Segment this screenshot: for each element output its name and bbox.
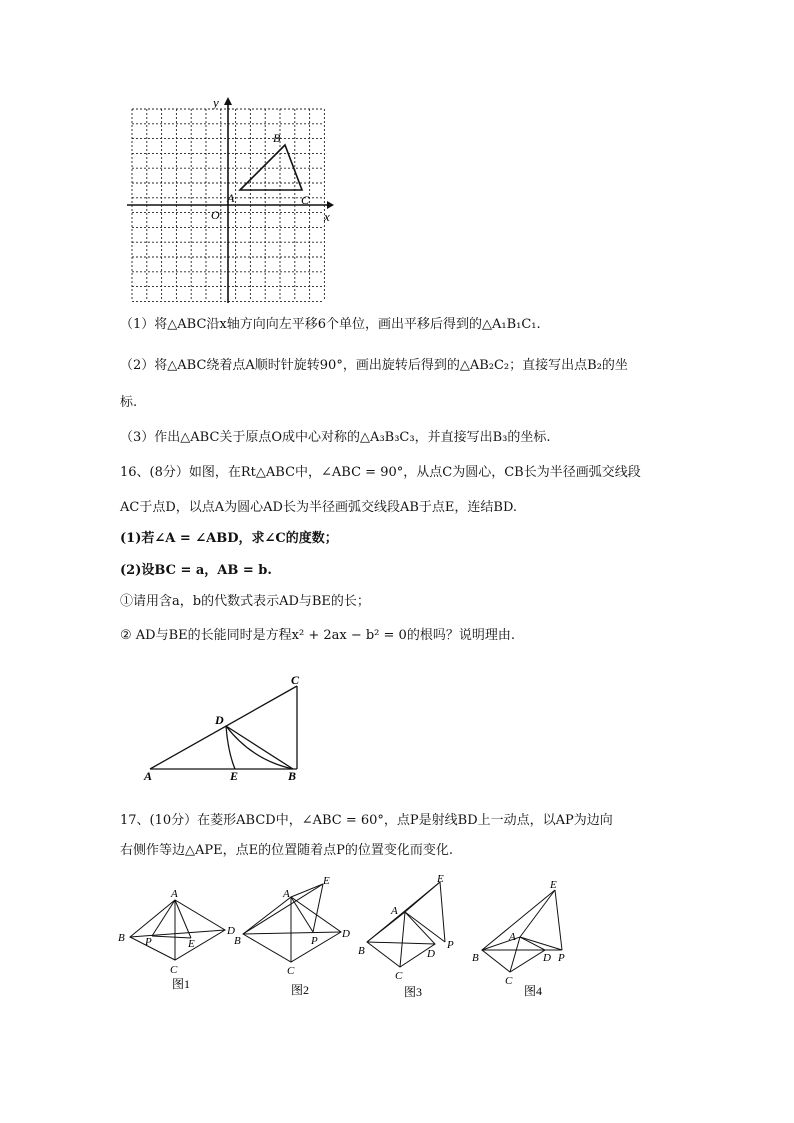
q16-label-c: C	[291, 673, 300, 687]
q17-figure-2	[233, 872, 358, 1002]
fig4-label-d: D	[543, 952, 551, 964]
fig3-label-b: B	[358, 945, 365, 957]
q16-label-b: B	[288, 769, 297, 783]
fig3-label-e: E	[437, 873, 444, 885]
fig3-label-a: A	[391, 905, 398, 917]
q16-sub2-item1: ①请用含a，b的代数式表示AD与BE的长；	[120, 594, 370, 609]
q17-stem-line2: 右侧作等边△APE，点E的位置随着点P的位置变化而变化.	[120, 843, 453, 858]
axis-x-label: x	[324, 209, 330, 224]
q16-label-a: A	[144, 769, 153, 783]
fig2-label-c: C	[287, 965, 295, 977]
fig3-label-p: P	[447, 939, 454, 951]
q15-part1: （1）将△ABC沿x轴方向向左平移6个单位，画出平移后得到的△A₁B₁C₁.	[120, 317, 541, 332]
point-b-label: B	[273, 131, 281, 145]
q16-stem-line1: 16、(8分）如图，在Rt△ABC中，∠ABC = 90°，从点C为圆心，CB长为半径画弧交线段	[120, 465, 641, 480]
fig1-label-d: D	[227, 925, 235, 937]
q17-figure-4	[470, 872, 590, 1002]
fig1-label-b: B	[118, 932, 125, 944]
fig1-caption: 图1	[172, 977, 191, 991]
q15-part3: （3）作出△ABC关于原点O成中心对称的△A₃B₃C₃，并直接写出B₃的坐标.	[120, 430, 551, 445]
fig3-caption: 图3	[404, 985, 423, 999]
fig4-label-c: C	[505, 975, 513, 987]
fig4-label-b: B	[472, 952, 479, 964]
q16-sub2-item2: ② AD与BE的长能同时是方程x² + 2ax − b² = 0的根吗？说明理由.	[120, 628, 515, 643]
q15-part2-line1: （2）将△ABC绕着点A顺时针旋转90°，画出旋转后得到的△AB₂C₂；直接写出点B₂的坐	[120, 358, 628, 373]
q17-stem-line1: 17、(10分）在菱形ABCD中，∠ABC = 60°，点P是射线BD上一动点，以AP为边向	[120, 813, 613, 828]
fig2-label-e: E	[323, 875, 330, 887]
origin-label: O	[211, 208, 220, 222]
coordinate-grid-figure	[125, 95, 345, 305]
q16-triangle-figure	[140, 672, 320, 787]
fig3-label-c: C	[395, 970, 403, 982]
fig4-label-e: E	[550, 879, 557, 891]
fig4-label-p: P	[558, 952, 565, 964]
fig2-label-d: D	[342, 928, 350, 940]
fig1-label-p: P	[145, 936, 152, 948]
q16-label-d: D	[215, 713, 224, 727]
fig3-label-d: D	[427, 948, 435, 960]
fig4-caption: 图4	[524, 984, 543, 998]
axis-y-label: y	[213, 95, 219, 110]
point-a-label: A	[227, 191, 235, 205]
q16-stem-line2: AC于点D，以点A为圆心AD长为半径画弧交线段AB于点E，连结BD.	[120, 500, 518, 515]
q16-label-e: E	[230, 769, 239, 783]
q17-figure-1	[115, 885, 240, 1000]
point-c-label: C	[301, 193, 310, 207]
fig2-label-b: B	[234, 935, 241, 947]
fig1-label-a: A	[171, 888, 178, 900]
q16-sub1: (1)若∠A = ∠ABD，求∠C的度数；	[120, 531, 338, 546]
fig4-label-a: A	[509, 931, 516, 943]
q17-figure-3	[355, 872, 465, 1005]
q16-sub2: (2)设BC = a，AB = b.	[120, 563, 272, 578]
fig2-caption: 图2	[291, 983, 310, 997]
fig2-label-a: A	[283, 888, 290, 900]
fig2-label-p: P	[311, 935, 318, 947]
fig1-label-e: E	[188, 938, 195, 950]
fig1-label-c: C	[170, 964, 178, 976]
q15-part2-line2: 标.	[120, 395, 138, 410]
